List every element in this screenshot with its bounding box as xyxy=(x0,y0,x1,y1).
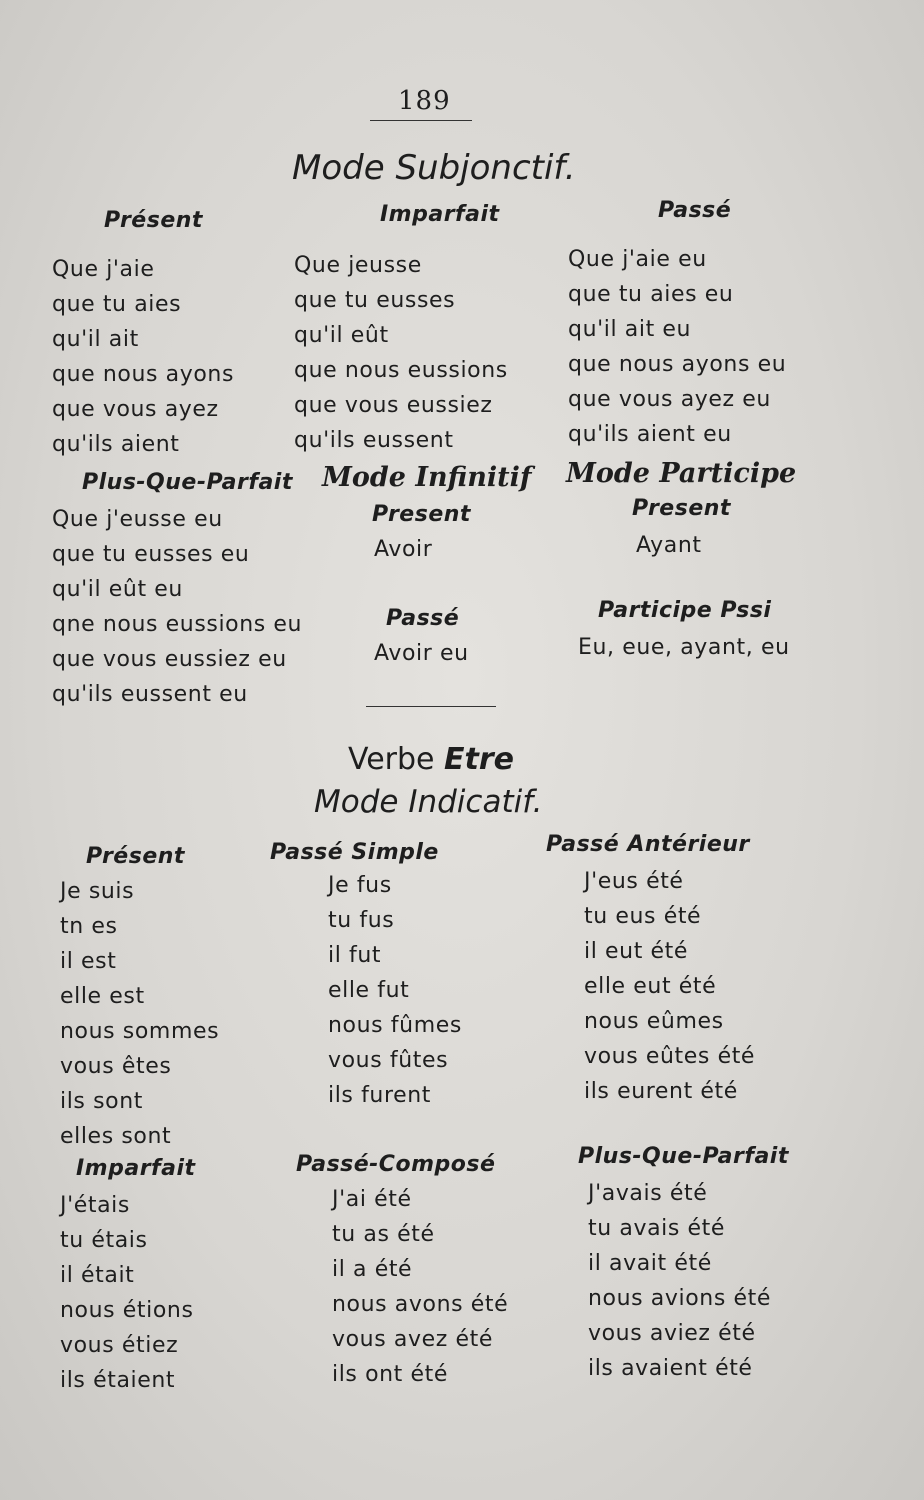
conjugation-line: que nous eussions xyxy=(294,358,508,383)
conjugation-line: il était xyxy=(60,1263,135,1288)
subjonctif-title: Mode Subjonctif. xyxy=(292,148,576,188)
conjugation-line: vous fûtes xyxy=(328,1048,449,1073)
section-divider xyxy=(366,706,496,707)
subj-pqp-heading: Plus-Que-Parfait xyxy=(82,470,293,495)
participe-passe-text: Eu, eue, ayant, eu xyxy=(578,635,790,660)
conjugation-line: tu fus xyxy=(328,908,395,933)
conjugation-line: vous aviez été xyxy=(588,1321,756,1346)
subj-imparfait-heading: Imparfait xyxy=(380,202,500,227)
page-number-rule xyxy=(370,120,472,121)
conjugation-line: nous sommes xyxy=(60,1019,220,1044)
conjugation-line: il a été xyxy=(332,1257,413,1282)
participe-present-heading: Present xyxy=(632,496,731,521)
conjugation-line: vous avez été xyxy=(332,1327,493,1352)
etre-imparfait-heading: Imparfait xyxy=(76,1156,196,1181)
infinitif-passe-text: Avoir eu xyxy=(374,641,469,666)
conjugation-line: il avait été xyxy=(588,1251,712,1276)
conjugation-line: Je suis xyxy=(60,879,135,904)
subj-present-heading: Présent xyxy=(104,208,203,233)
conjugation-line: ils avaient été xyxy=(588,1356,753,1381)
conjugation-line: que tu aies eu xyxy=(568,282,734,307)
conjugation-line: vous étiez xyxy=(60,1333,179,1358)
conjugation-line: elles sont xyxy=(60,1124,172,1149)
conjugation-line: elle fut xyxy=(328,978,410,1003)
subj-present-list xyxy=(52,252,234,462)
conjugation-line: tu étais xyxy=(60,1228,148,1253)
conjugation-line: il eut été xyxy=(584,939,689,964)
etre-passe-anterieur-heading: Passé Antérieur xyxy=(546,832,750,857)
conjugation-line: que vous ayez eu xyxy=(568,387,771,412)
infinitif-title: Mode Infinitif xyxy=(322,462,532,493)
conjugation-line: nous avons été xyxy=(332,1292,509,1317)
conjugation-line: qu'ils eussent xyxy=(294,428,454,453)
participe-present-text: Ayant xyxy=(636,533,702,558)
conjugation-line: que vous eussiez xyxy=(294,393,493,418)
page-number: 189 xyxy=(398,86,451,116)
conjugation-line: nous eûmes xyxy=(584,1009,724,1034)
infinitif-passe-value xyxy=(374,636,469,671)
etre-passe-anterieur-list xyxy=(584,864,755,1109)
verbe-name: Etre xyxy=(444,742,515,777)
conjugation-line: Que j'eusse eu xyxy=(52,507,223,532)
conjugation-line: J'avais été xyxy=(588,1181,708,1206)
conjugation-line: qu'il eût xyxy=(294,323,389,348)
conjugation-line: elle eut été xyxy=(584,974,717,999)
conjugation-line: nous fûmes xyxy=(328,1013,462,1038)
subj-passe-list xyxy=(568,242,786,452)
participe-passe-heading: Participe Pssi xyxy=(598,598,772,623)
indicatif-title: Mode Indicatif. xyxy=(314,784,543,820)
conjugation-line: que vous eussiez eu xyxy=(52,647,287,672)
conjugation-line: ils eurent été xyxy=(584,1079,738,1104)
etre-passe-compose-heading: Passé-Composé xyxy=(296,1152,496,1177)
infinitif-present-heading: Present xyxy=(372,502,471,527)
etre-present-list xyxy=(60,874,219,1154)
participe-present-value xyxy=(636,528,702,563)
subj-imparfait-list xyxy=(294,248,508,458)
conjugation-line: tu eus été xyxy=(584,904,702,929)
conjugation-line: que nous ayons xyxy=(52,362,235,387)
conjugation-line: que tu aies xyxy=(52,292,182,317)
conjugation-line: J'ai été xyxy=(332,1187,412,1212)
infinitif-present-value xyxy=(374,532,432,567)
conjugation-line: ils furent xyxy=(328,1083,432,1108)
conjugation-line: tu as été xyxy=(332,1222,435,1247)
conjugation-line: Que jeusse xyxy=(294,253,422,278)
conjugation-line: vous êtes xyxy=(60,1054,172,1079)
etre-pqp-list xyxy=(588,1176,771,1386)
conjugation-line: qu'il ait xyxy=(52,327,139,352)
conjugation-line: vous eûtes été xyxy=(584,1044,756,1069)
conjugation-line: tn es xyxy=(60,914,118,939)
conjugation-line: Que j'aie eu xyxy=(568,247,707,272)
etre-passe-simple-list xyxy=(328,868,462,1113)
conjugation-line: qu'ils aient eu xyxy=(568,422,732,447)
conjugation-line: ils sont xyxy=(60,1089,143,1114)
conjugation-line: nous étions xyxy=(60,1298,194,1323)
subj-passe-heading: Passé xyxy=(658,198,732,223)
conjugation-line: que nous ayons eu xyxy=(568,352,787,377)
conjugation-line: elle est xyxy=(60,984,145,1009)
conjugation-line: que tu eusses eu xyxy=(52,542,250,567)
conjugation-line: qu'il ait eu xyxy=(568,317,692,342)
conjugation-line: J'eus été xyxy=(584,869,684,894)
conjugation-line: ils étaient xyxy=(60,1368,176,1393)
conjugation-line: il est xyxy=(60,949,117,974)
participe-title: Mode Participe xyxy=(566,458,797,489)
conjugation-line: tu avais été xyxy=(588,1216,726,1241)
participe-passe-value xyxy=(578,630,790,665)
conjugation-line: qu'il eût eu xyxy=(52,577,183,602)
infinitif-passe-heading: Passé xyxy=(386,606,460,631)
conjugation-line: il fut xyxy=(328,943,382,968)
etre-pqp-heading: Plus-Que-Parfait xyxy=(578,1144,789,1169)
subj-pqp-list xyxy=(52,502,302,712)
conjugation-line: que tu eusses xyxy=(294,288,456,313)
conjugation-line: nous avions été xyxy=(588,1286,771,1311)
conjugation-line: qu'ils eussent eu xyxy=(52,682,248,707)
conjugation-line: qne nous eussions eu xyxy=(52,612,303,637)
infinitif-present-text: Avoir xyxy=(374,537,433,562)
conjugation-line: Que j'aie xyxy=(52,257,155,282)
conjugation-line: ils ont été xyxy=(332,1362,448,1387)
conjugation-line: J'étais xyxy=(60,1193,130,1218)
verbe-label: Verbe xyxy=(348,742,435,777)
etre-present-heading: Présent xyxy=(86,844,185,869)
etre-passe-simple-heading: Passé Simple xyxy=(270,840,439,865)
verbe-etre-heading xyxy=(348,742,514,777)
etre-passe-compose-list xyxy=(332,1182,508,1392)
conjugation-line: Je fus xyxy=(328,873,392,898)
conjugation-line: que vous ayez xyxy=(52,397,219,422)
conjugation-line: qu'ils aient xyxy=(52,432,180,457)
etre-imparfait-list xyxy=(60,1188,194,1398)
